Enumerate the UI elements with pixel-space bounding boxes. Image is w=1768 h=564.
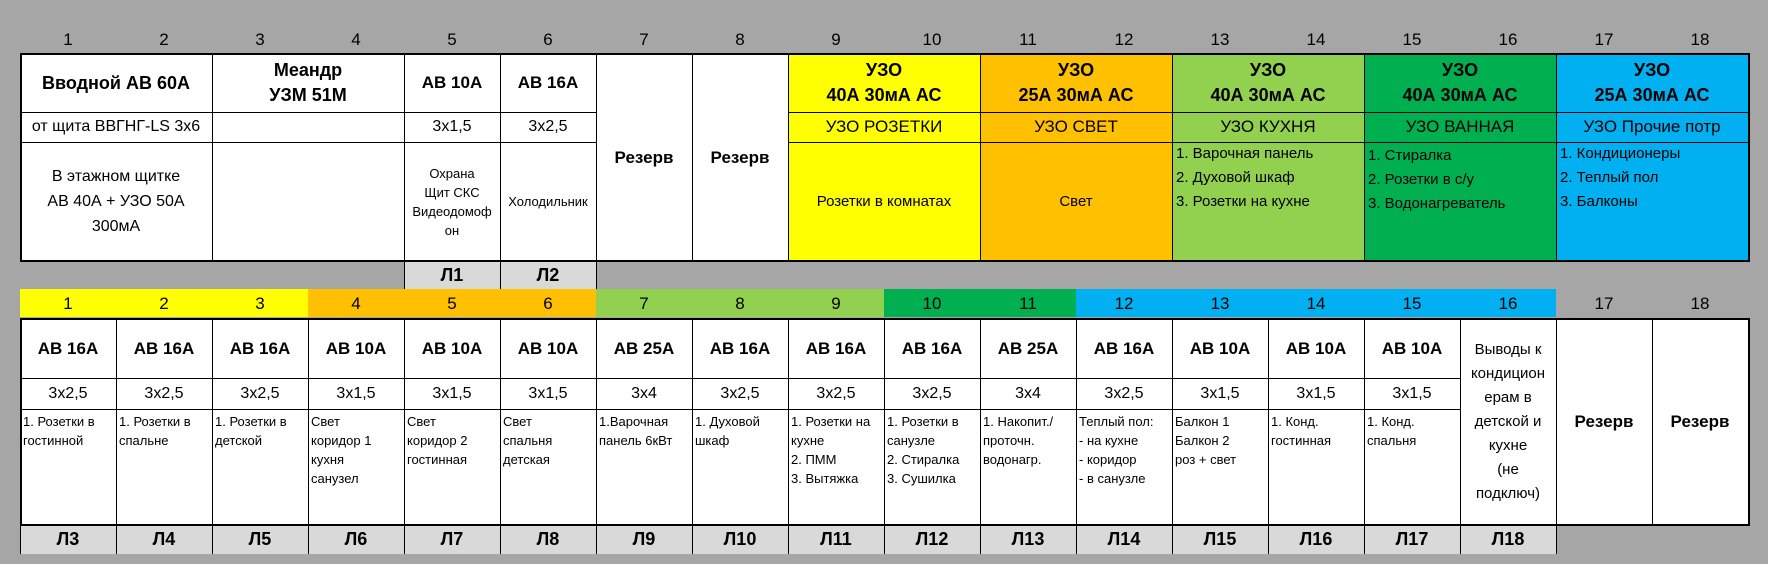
ac-outputs-line: кондицион (1470, 365, 1546, 382)
circuit-cable: 3х1,5 (1200, 385, 1240, 402)
grid-line (20, 524, 1750, 526)
grid-line (788, 319, 789, 525)
grid-line (1076, 525, 1077, 554)
circuit-description-line: кухне (791, 433, 825, 448)
circuit-breaker: АВ 16А (133, 339, 195, 358)
circuit-description-line: гостинная (1271, 433, 1332, 448)
ac-outputs (1460, 320, 1556, 524)
column-number: 9 (831, 294, 841, 313)
grid-line (1556, 54, 1557, 261)
rcd-title (980, 54, 1172, 112)
circuit-description-line: Теплый пол: (1079, 414, 1154, 429)
grid-line (20, 112, 596, 113)
column-number: 3 (255, 30, 265, 49)
circuit-cable: 3х2,5 (816, 385, 856, 402)
column-number: 17 (1594, 294, 1614, 313)
grid-line (500, 54, 501, 261)
line-label: Л16 (1268, 525, 1364, 554)
rcd-description-line: Свет (1059, 192, 1093, 210)
circuit-cable: 3х2,5 (240, 385, 280, 402)
rcd-group (1364, 54, 1556, 261)
rcd-title-line: УЗО (1057, 60, 1095, 80)
circuit-breaker: АВ 16А (1093, 339, 1155, 358)
column-number: 9 (831, 30, 841, 49)
grid-line (1748, 54, 1750, 261)
grid-line (20, 525, 21, 554)
column-number: 2 (159, 294, 169, 313)
circuit-description-line: 1. Накопит./ (983, 414, 1054, 429)
reserve-cell: Резерв (710, 147, 770, 167)
circuit-description (788, 410, 884, 524)
column-number: 10 (922, 294, 942, 313)
circuit-description (308, 410, 404, 524)
grid-line (1364, 525, 1365, 554)
grid-line (788, 525, 789, 554)
line-label: Л3 (20, 525, 116, 554)
circuit-description-line: - коридор (1079, 452, 1137, 467)
breaker-l2-title: АВ 16А (517, 73, 579, 92)
grid-line (1172, 54, 1173, 261)
column-number: 14 (1306, 30, 1326, 49)
main-breaker-title: Вводной АВ 60А (42, 72, 190, 93)
grid-line (20, 142, 596, 143)
circuit-description-line: гостинной (23, 433, 84, 448)
main-breaker-note-line: АВ 40А + УЗО 50А (47, 193, 185, 210)
circuit-breaker: АВ 25А (997, 339, 1059, 358)
rcd-title-line: 40А 30мА АС (1210, 85, 1326, 105)
circuit-description-line: детская (503, 452, 550, 467)
grid-line (20, 318, 1750, 320)
grid-line (884, 525, 885, 554)
column-number: 1 (63, 30, 73, 49)
rcd-description-line: 3. Балконы (1560, 193, 1638, 210)
circuit-breaker: АВ 16А (805, 339, 867, 358)
meander-line: УЗМ 51М (269, 85, 347, 105)
main-breaker-note-line: В этажном щитке (51, 168, 181, 185)
column-number: 6 (543, 30, 553, 49)
circuit-description (596, 410, 692, 524)
column-number: 16 (1498, 30, 1518, 49)
grid-line (1364, 54, 1365, 261)
circuit-description-line: 1.Варочная (599, 414, 669, 429)
circuit-description-line: 1. Розетки на (791, 414, 871, 429)
grid-line (404, 525, 405, 554)
ac-outputs-line: Выводы к (1474, 341, 1542, 358)
rcd-description (1364, 142, 1556, 261)
circuit-description-line: спальне (119, 433, 169, 448)
column-number: 13 (1210, 30, 1230, 49)
rcd-description (1172, 142, 1364, 261)
column-number: 4 (351, 30, 361, 49)
circuit-description-line: роз + свет (1175, 452, 1237, 467)
circuit-cable: 3х2,5 (720, 385, 760, 402)
column-number: 3 (255, 294, 265, 313)
grid-line (980, 54, 981, 261)
circuit-description (1268, 410, 1364, 524)
grid-line (1460, 525, 1461, 554)
circuit-description (884, 410, 980, 524)
column-number: 11 (1019, 294, 1037, 313)
circuit-description (20, 410, 116, 524)
rcd-description (788, 142, 980, 261)
circuit-description-line: гостинная (407, 452, 468, 467)
column-number: 17 (1594, 30, 1614, 49)
ac-outputs-line: ерам в (1484, 389, 1532, 406)
circuit-cable: 3х4 (1015, 385, 1041, 402)
grid-line (596, 319, 597, 525)
rcd-name: УЗО ВАННАЯ (1405, 117, 1515, 136)
column-number: 12 (1114, 294, 1134, 313)
breaker-l1-cable: 3х1,5 (432, 118, 472, 135)
rcd-name: УЗО Прочие потр (1583, 117, 1721, 136)
circuit-description (404, 410, 500, 524)
rcd-group (980, 54, 1172, 261)
line-label: Л6 (308, 525, 404, 554)
circuit-description-line: спальня (1367, 433, 1417, 448)
circuit-breaker: АВ 10А (421, 339, 483, 358)
rcd-description-line: 1. Кондиционеры (1560, 145, 1681, 162)
grid-line (1556, 525, 1557, 554)
rcd-title-line: УЗО (865, 60, 903, 80)
breaker-l1-note-line: Щит СКС (424, 184, 480, 200)
circuit-breaker: АВ 16А (37, 339, 99, 358)
column-number: 14 (1306, 294, 1326, 313)
meander-line: Меандр (273, 60, 343, 80)
circuit-description-line: 1. Розетки в (887, 414, 959, 429)
grid-line (788, 54, 789, 261)
ac-outputs-line: подключ) (1475, 485, 1541, 502)
breaker-l2-note: Холодильник (508, 194, 588, 209)
rcd-description-line: 2. Духовой шкаф (1176, 169, 1295, 186)
circuit-description-line: Свет (407, 414, 436, 429)
circuit-description-line: кухня (311, 452, 345, 467)
grid-line (212, 54, 213, 261)
grid-line (1748, 319, 1750, 525)
rcd-name: УЗО КУХНЯ (1220, 117, 1316, 136)
line-label: Л15 (1172, 525, 1268, 554)
grid-line (1652, 319, 1653, 525)
grid-line (692, 525, 693, 554)
grid-line (20, 378, 1460, 379)
grid-line (788, 142, 1748, 143)
grid-line (500, 525, 501, 554)
circuit-description-line: санузел (311, 471, 359, 486)
rcd-title (1172, 54, 1364, 112)
line-label: Л7 (404, 525, 500, 554)
circuit-description-line: Свет (503, 414, 532, 429)
rcd-title (1364, 54, 1556, 112)
circuit-description-line: шкаф (695, 433, 730, 448)
circuit-description-line: санузле (887, 433, 936, 448)
circuit-breaker: АВ 16А (709, 339, 771, 358)
rcd-description-line: Розетки в комнатах (816, 192, 952, 210)
grid-line (116, 525, 117, 554)
circuit-description-line: 3. Сушилка (887, 471, 956, 486)
circuit-description-line: Свет (311, 414, 340, 429)
circuit-description (1364, 410, 1460, 524)
grid-line (980, 319, 981, 525)
rcd-title-line: 40А 30мА АС (826, 85, 942, 105)
circuit-description-line: 1. Конд. (1271, 414, 1319, 429)
circuit-description (212, 410, 308, 524)
circuit-cable: 3х2,5 (144, 385, 184, 402)
circuit-breaker: АВ 10А (517, 339, 579, 358)
rcd-group (788, 54, 980, 261)
circuit-description-line: детской (215, 433, 263, 448)
line-label: Л14 (1076, 525, 1172, 554)
column-number: 7 (639, 294, 649, 313)
grid-line (20, 260, 1750, 262)
line-label: Л18 (1460, 525, 1556, 554)
main-breaker-note-line: 300мА (91, 218, 141, 235)
column-number: 1 (63, 294, 73, 313)
circuit-description-line: 2. ПММ (791, 452, 837, 467)
circuit-description-line: проточн. (983, 433, 1035, 448)
circuit-breaker: АВ 10А (325, 339, 387, 358)
circuit-description-line: 1. Розетки в (215, 414, 287, 429)
circuit-description-line: 2. Стиралка (887, 452, 960, 467)
circuit-description-line: Балкон 2 (1175, 433, 1230, 448)
rcd-description-line: 1. Варочная панель (1176, 145, 1314, 162)
line-label: Л1 (404, 262, 500, 289)
grid-line (308, 525, 309, 554)
grid-line (596, 525, 597, 554)
rcd-title-line: 40А 30мА АС (1402, 85, 1518, 105)
circuit-breaker: АВ 10А (1285, 339, 1347, 358)
rcd-title-line: УЗО (1249, 60, 1287, 80)
column-number: 4 (351, 294, 361, 313)
column-number: 15 (1402, 30, 1422, 49)
circuit-breaker: АВ 25А (613, 339, 675, 358)
circuit-description-line: спальня (503, 433, 553, 448)
column-number: 18 (1690, 294, 1710, 313)
circuit-description-line: - на кухне (1079, 433, 1139, 448)
reserve-cell: Резерв (1574, 412, 1634, 431)
reserve-cell: Резерв (614, 147, 674, 167)
grid-line (1172, 319, 1173, 525)
circuit-description-line: коридор 1 (311, 433, 372, 448)
column-number: 7 (639, 30, 649, 49)
column-number: 15 (1402, 294, 1422, 313)
line-label: Л12 (884, 525, 980, 554)
grid-line (116, 319, 117, 525)
circuit-description-line: 1. Розетки в (119, 414, 191, 429)
grid-line (1172, 525, 1173, 554)
breaker-l1-note (404, 142, 500, 261)
circuit-description (116, 410, 212, 524)
breaker-l2-cable: 3х2,5 (528, 118, 568, 135)
ac-outputs-line: кухне (1488, 437, 1528, 454)
rcd-description (980, 142, 1172, 261)
breaker-l1-title: АВ 10А (421, 73, 483, 92)
circuit-cable: 3х4 (631, 385, 657, 402)
column-number: 5 (447, 30, 457, 49)
circuit-breaker: АВ 10А (1381, 339, 1443, 358)
grid-line (1460, 319, 1461, 525)
circuit-description (500, 410, 596, 524)
column-number: 16 (1498, 294, 1518, 313)
rcd-description (1556, 142, 1748, 261)
rcd-title-line: 25А 30мА АС (1018, 85, 1134, 105)
rcd-title (1556, 54, 1748, 112)
circuit-breaker: АВ 10А (1189, 339, 1251, 358)
rcd-group (1556, 54, 1748, 261)
line-label: Л17 (1364, 525, 1460, 554)
grid-line (20, 319, 22, 525)
grid-line (308, 319, 309, 525)
column-number: 2 (159, 30, 169, 49)
grid-line (20, 409, 1460, 410)
breaker-l1-note-line: Охрана (429, 165, 475, 181)
grid-line (20, 54, 22, 261)
grid-line (404, 262, 405, 289)
circuit-description-line: 1. Розетки в (23, 414, 95, 429)
circuit-cable: 3х2,5 (1104, 385, 1144, 402)
grid-line (884, 319, 885, 525)
meander-title (212, 54, 404, 112)
breaker-l1-note-line: он (444, 222, 460, 238)
grid-line (404, 319, 405, 525)
line-label: Л5 (212, 525, 308, 554)
column-number: 11 (1019, 30, 1037, 49)
rcd-title-line: 25А 30мА АС (1594, 85, 1710, 105)
circuit-cable: 3х1,5 (1296, 385, 1336, 402)
line-label: Л2 (500, 262, 596, 289)
rcd-name: УЗО РОЗЕТКИ (825, 117, 943, 136)
grid-line (500, 262, 501, 289)
rcd-description-line: 1. Стиралка (1368, 147, 1452, 164)
grid-line (692, 54, 693, 261)
grid-line (596, 262, 597, 289)
circuit-description (1172, 410, 1268, 524)
circuit-cable: 3х1,5 (1392, 385, 1432, 402)
circuit-description (692, 410, 788, 524)
circuit-description-line: - в санузле (1079, 471, 1146, 486)
rcd-title-line: УЗО (1633, 60, 1671, 80)
circuit-description (980, 410, 1076, 524)
grid-line (1268, 319, 1269, 525)
grid-line (500, 319, 501, 525)
circuit-description-line: 1. Духовой (695, 414, 760, 429)
grid-line (1076, 319, 1077, 525)
reserve-cell: Резерв (1670, 412, 1730, 431)
line-label: Л4 (116, 525, 212, 554)
grid-line (596, 54, 597, 261)
main-breaker-note (20, 142, 212, 261)
rcd-description-line: 3. Водонагреватель (1368, 195, 1506, 212)
ac-outputs-line: (не (1497, 461, 1519, 478)
circuit-description-line: Балкон 1 (1175, 414, 1230, 429)
line-label: Л10 (692, 525, 788, 554)
line-label: Л8 (500, 525, 596, 554)
grid-line (1268, 525, 1269, 554)
circuit-cable: 3х1,5 (336, 385, 376, 402)
circuit-cable: 3х2,5 (48, 385, 88, 402)
circuit-description-line: 3. Вытяжка (791, 471, 859, 486)
line-label: Л11 (788, 525, 884, 554)
breaker-l1-note-line: Видеодомоф (412, 203, 492, 219)
grid-line (404, 54, 405, 261)
rcd-name: УЗО СВЕТ (1034, 117, 1118, 136)
column-number: 8 (735, 294, 745, 313)
column-number: 6 (543, 294, 553, 313)
circuit-description-line: коридор 2 (407, 433, 468, 448)
rcd-description-line: 2. Теплый пол (1560, 169, 1659, 186)
column-number: 10 (922, 30, 942, 49)
grid-line (20, 53, 1750, 55)
circuit-description-line: панель 6кВт (599, 433, 673, 448)
rcd-group (1172, 54, 1364, 261)
circuit-description-line: водонагр. (983, 452, 1042, 467)
grid-line (980, 525, 981, 554)
rcd-title-line: УЗО (1441, 60, 1479, 80)
grid-line (1556, 319, 1557, 525)
column-number: 8 (735, 30, 745, 49)
column-number: 18 (1690, 30, 1710, 49)
column-number: 13 (1210, 294, 1230, 313)
line-label: Л9 (596, 525, 692, 554)
rcd-description-line: 3. Розетки на кухне (1176, 193, 1310, 210)
circuit-breaker: АВ 16А (901, 339, 963, 358)
circuit-cable: 3х1,5 (432, 385, 472, 402)
line-label: Л13 (980, 525, 1076, 554)
column-number: 12 (1114, 30, 1134, 49)
rcd-description-line: 2. Розетки в с/у (1368, 171, 1475, 188)
grid-line (788, 112, 1748, 113)
column-number: 5 (447, 294, 457, 313)
circuit-cable: 3х2,5 (912, 385, 952, 402)
grid-line (212, 319, 213, 525)
circuit-description (1076, 410, 1172, 524)
grid-line (1364, 319, 1365, 525)
ac-outputs-line: детской и (1474, 413, 1542, 430)
circuit-description-line: 1. Конд. (1367, 414, 1415, 429)
circuit-breaker: АВ 16А (229, 339, 291, 358)
circuit-cable: 3х1,5 (528, 385, 568, 402)
rcd-title (788, 54, 980, 112)
grid-line (692, 319, 693, 525)
main-breaker-cable: от щита ВВГНГ-LS 3х6 (31, 118, 201, 135)
grid-line (212, 525, 213, 554)
